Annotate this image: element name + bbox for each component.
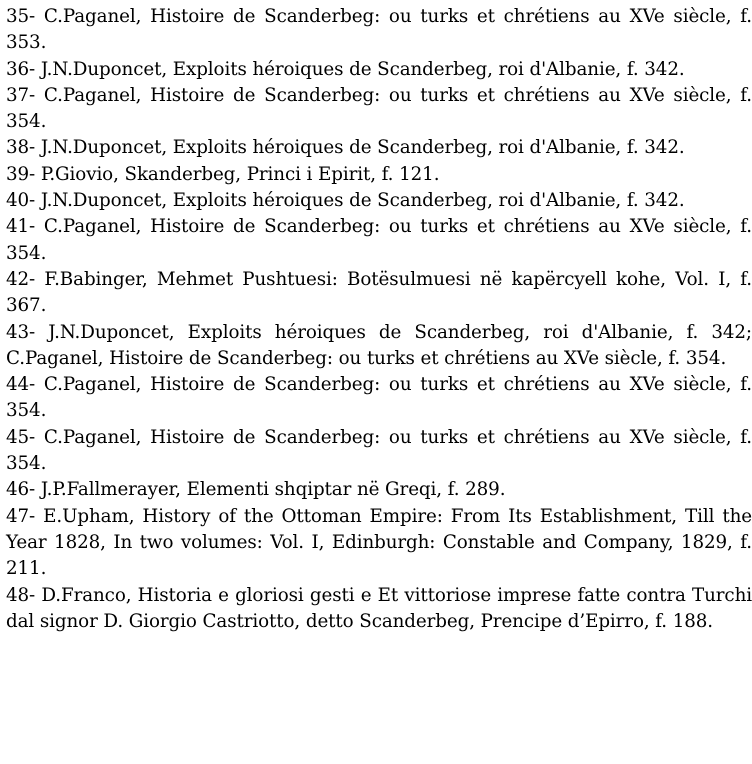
footnote-45: [6, 425, 752, 478]
footnote-text: 38- J.N.Duponcet, Exploits héroiques de Scanderbeg, roi d'Albanie, f. 342.: [6, 137, 685, 159]
footnote-39: [6, 162, 752, 188]
footnote-text: 40- J.N.Duponcet, Exploits héroiques de Scanderbeg, roi d'Albanie, f. 342.: [6, 190, 685, 212]
footnote-text: 36- J.N.Duponcet, Exploits héroiques de Scanderbeg, roi d'Albanie, f. 342.: [6, 58, 685, 80]
footnote-48: [6, 583, 752, 636]
footnote-38: [6, 135, 752, 161]
footnotes-list: [6, 4, 752, 635]
footnote-text: 45- C.Paganel, Histoire de Scanderbeg: ou turks et chrétiens au XVe siècle, f. 354.: [6, 426, 752, 475]
footnote-text: 47- E.Upham, History of the Ottoman Empire: From Its Establishment, Till the Year 1828, In two volumes: Vol. I, Edinburgh: Constable and Company, 1829, f. 211.: [6, 505, 752, 580]
footnote-42: [6, 267, 752, 320]
footnote-text: 42- F.Babinger, Mehmet Pushtuesi: Botësulmuesi në kapërcyell kohe, Vol. I, f. 367.: [6, 268, 752, 317]
footnote-47: [6, 504, 752, 583]
footnote-36: [6, 57, 752, 83]
footnote-text: 35- C.Paganel, Histoire de Scanderbeg: ou turks et chrétiens au XVe siècle, f. 353.: [6, 6, 752, 54]
footnote-text: 39- P.Giovio, Skanderbeg, Princi i Epirit, f. 121.: [6, 163, 440, 185]
footnote-46: [6, 477, 752, 503]
footnote-43: [6, 320, 752, 373]
footnote-40: [6, 188, 752, 214]
footnote-text: 46- J.P.Fallmerayer, Elementi shqiptar në Greqi, f. 289.: [6, 479, 506, 501]
footnote-44: [6, 372, 752, 425]
footnote-37: [6, 83, 752, 136]
footnote-35: [6, 4, 752, 57]
footnote-text: 41- C.Paganel, Histoire de Scanderbeg: ou turks et chrétiens au XVe siècle, f. 354.: [6, 216, 752, 264]
footnote-text: 44- C.Paganel, Histoire de Scanderbeg: ou turks et chrétiens au XVe siècle, f. 354.: [6, 374, 752, 422]
footnote-41: [6, 214, 752, 267]
footnote-text: 48- D.Franco, Historia e gloriosi gesti e Et vittoriose imprese fatte contra Turchi dal signor D. Giorgio Castriotto, detto Scanderbeg, Prencipe d’Epirro, f. 188.: [6, 584, 752, 632]
footnote-text: 43- J.N.Duponcet, Exploits héroiques de Scanderbeg, roi d'Albanie, f. 342; C.Paganel, Histoire de Scanderbeg: ou turks et chrétiens au XVe siècle, f. 354.: [6, 321, 752, 369]
footnote-text: 37- C.Paganel, Histoire de Scanderbeg: ou turks et chrétiens au XVe siècle, f. 354.: [6, 84, 752, 133]
